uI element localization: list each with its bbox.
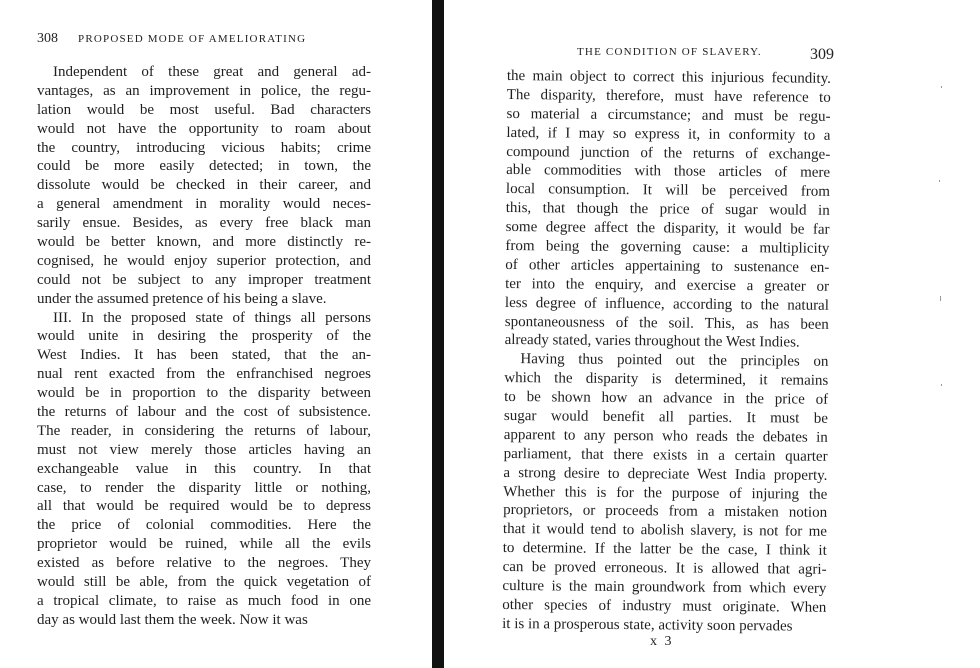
text-line: under the assumed pretence of his being a slave. (37, 290, 327, 307)
text-line: from being the governing cause: a multiplicity (505, 238, 830, 257)
text-line: of other articles appertaining to sustenance en- (505, 256, 830, 276)
paper-speck (940, 296, 941, 301)
text-line: dissolute would be checked in their career, and (37, 177, 371, 194)
text-line: all that would be required would be to depress (37, 498, 371, 515)
text-line: local consumption. It will be perceived from (505, 181, 830, 201)
text-line: the price of colonial commodities. Here the (37, 517, 371, 534)
text-line: to determine. If the latter be the case, I think it (502, 540, 827, 560)
text-line: sarily ensue. Besides, as every free black man (37, 215, 371, 232)
right-page (444, 0, 980, 668)
text-line: apparent to any person who reads the debates in (503, 426, 828, 446)
text-line: compound junction of the returns of exchange- (506, 143, 831, 163)
text-line: some degree affect the disparity, it would be far (505, 219, 830, 238)
text-line: would be better known, and more distinctly re- (37, 234, 371, 251)
text-line: Having thus pointed out the principles on (520, 351, 829, 371)
text-line: parliament, that there exists in a certain quarter (503, 445, 828, 465)
text-line: would unite in desiring the prosperity of the (37, 328, 371, 345)
text-line: nual rent exacted from the enfranchised negroes (37, 366, 371, 383)
text-line: it is in a prosperous state, activity soon pervades (502, 615, 793, 635)
text-line: able commodities with those articles of mere (506, 162, 831, 182)
text-line: vantages, as an improvement in police, the regu- (37, 82, 371, 99)
text-line: a tropical climate, to raise as much food in one (37, 592, 371, 609)
signature-mark: x 3 (650, 634, 674, 649)
text-line: would not have the opportunity to roam about (37, 120, 371, 137)
text-line: existed as before relative to the negroes. They (37, 555, 371, 572)
text-line: a general amendment in morality would neces- (37, 196, 371, 213)
text-line: The reader, in considering the returns of labour, (37, 422, 371, 439)
paper-speck (941, 86, 942, 88)
text-line: other species of industry must originate. When (502, 596, 827, 616)
text-line: would still be able, from the quick vegetation of (37, 574, 371, 591)
text-line: culture is the main groundwork from which every (502, 578, 827, 597)
text-line: to be shown how an advance in the price of (504, 389, 829, 408)
running-head-left: PROPOSED MODE OF AMELIORATING (78, 33, 307, 45)
right-body-text (502, 67, 831, 637)
book-gutter (432, 0, 444, 668)
text-line: could not be subject to any improper treatment (37, 271, 371, 288)
paper-speck (941, 384, 942, 386)
text-line: this, that though the price of sugar would in (505, 200, 830, 220)
text-line: exchangeable value in this country. In that (37, 460, 371, 477)
text-line: already stated, varies throughout the West Indies. (504, 332, 800, 352)
left-body-text (37, 63, 371, 630)
text-line: day as would last them the week. Now it was (37, 611, 308, 628)
text-line: case, to render the disparity little or nothing, (37, 479, 371, 496)
text-line: could be more easily detected; in town, the (37, 158, 371, 175)
running-head-right: THE CONDITION OF SLAVERY. (577, 46, 762, 58)
text-line: can be proved erroneous. It is allowed that agri- (502, 559, 827, 578)
text-line: Whether this is for the purpose of injuring the (503, 483, 828, 503)
text-line: the returns of labour and the cost of subsistence. (37, 404, 371, 421)
text-line: sugar would benefit all parties. It must be (503, 408, 829, 427)
text-line: a strong desire to depreciate West India property. (503, 464, 828, 484)
page-number-right: 309 (810, 46, 834, 63)
text-line: III. In the proposed state of things all persons (53, 309, 371, 326)
text-line: proprietor would be ruined, while all the evils (37, 536, 371, 553)
text-line: that it would tend to abolish slavery, is not for me (502, 521, 828, 541)
text-line: which the disparity is determined, it remains (504, 370, 829, 390)
text-line: so material a circumstance; and must be regu- (506, 105, 831, 125)
text-line: cognised, he would enjoy superior protection, and (37, 252, 371, 269)
page-number-left: 308 (37, 31, 58, 46)
text-line: less degree of influence, according to the natural (504, 294, 830, 314)
text-line: West Indies. It has been stated, that the an- (37, 347, 371, 364)
text-line: proprietors, or proceeds from a mistaken notion (503, 502, 828, 522)
text-line: Independent of these great and general ad- (53, 64, 371, 80)
text-line: would be in proportion to the disparity between (37, 385, 371, 402)
text-line: must not view merely those articles having an (37, 441, 371, 458)
text-line: lation would be most useful. Bad characters (37, 101, 371, 118)
text-line: the country, introducing vicious habits; crime (37, 139, 371, 156)
left-page (0, 0, 432, 668)
text-line: ter into the enquiry, and exercise a greater or (505, 275, 830, 295)
text-line: The disparity, therefore, must have reference to (506, 86, 831, 106)
text-line: spontaneousness of the soil. This, as has been (504, 313, 829, 333)
paper-speck (939, 180, 940, 182)
text-line: lated, if I may so express it, in conformity to a (506, 124, 831, 144)
text-line: the main object to correct this injurious fecundity. (506, 67, 831, 87)
